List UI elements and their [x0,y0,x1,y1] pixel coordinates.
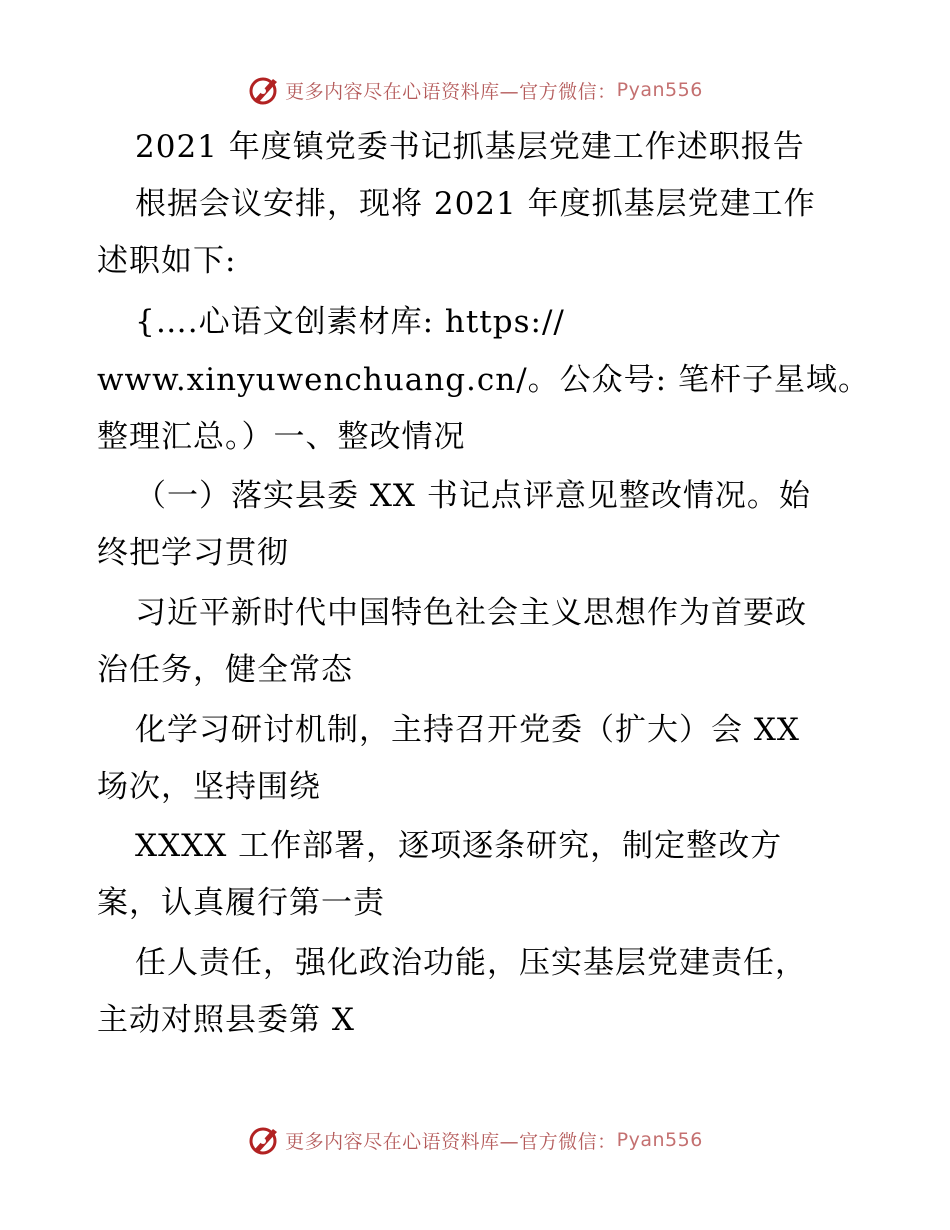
paragraph-line: 场次，坚持围绕 [97,769,321,805]
pen-logo-icon [247,73,281,107]
paragraph-line: 任人责任，强化政治功能，压实基层党建责任， [135,945,807,981]
header-watermark [0,70,950,110]
paragraph-line: 治任务，健全常态 [97,652,353,688]
pen-logo-icon [247,1123,281,1157]
paragraph-line: （一）落实县委 XX 书记点评意见整改情况。始 [135,478,811,514]
paragraph-line: XXXX 工作部署，逐项逐条研究，制定整改方 [135,828,783,864]
watermark-text: 更多内容尽在心语资料库—官方微信： [285,80,617,103]
footer-watermark [0,1120,950,1160]
watermark-text: 更多内容尽在心语资料库—官方微信： [285,1130,617,1153]
paragraph-line: www.xinyuwenchuang.cn/。公众号: 笔杆子星域。 [97,362,870,398]
paragraph-line: 根据会议安排，现将 2021 年度抓基层党建工作 [135,186,816,222]
paragraph-line: 习近平新时代中国特色社会主义思想作为首要政 [135,595,807,631]
section-heading-line: 整理汇总。）一、整改情况 [97,419,466,455]
document-title: 2021 年度镇党委书记抓基层党建工作述职报告 [135,129,805,165]
watermark-wechat-id: Pyan556 [616,1129,703,1151]
watermark-wechat-id: Pyan556 [616,79,703,101]
paragraph-line: 案，认真履行第一责 [97,885,385,921]
paragraph-line: 主动对照县委第 X [97,1002,355,1038]
paragraph-line: 述职如下: [97,243,237,279]
paragraph-line: 终把学习贯彻 [97,535,289,571]
paragraph-line: 化学习研讨机制，主持召开党委（扩大）会 XX [135,712,800,748]
paragraph-line: {….心语文创素材库: https:// [135,304,565,340]
